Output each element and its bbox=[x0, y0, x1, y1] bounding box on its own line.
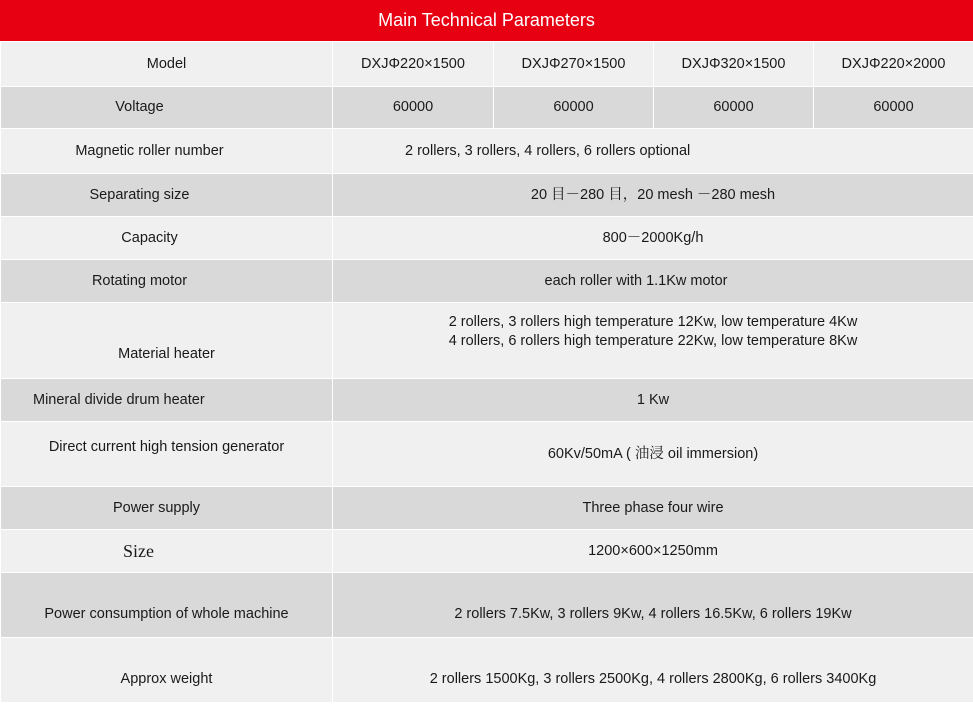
table-row-voltage bbox=[1, 87, 973, 129]
row-label-size: Size bbox=[1, 530, 333, 573]
material-heater-line-1: 2 rollers, 3 rollers high temperature 12Kw, low temperature 4Kw bbox=[448, 314, 858, 330]
row-label-model: Model bbox=[1, 42, 333, 87]
table-row-separating-size bbox=[1, 174, 973, 217]
row-label-capacity: Capacity bbox=[1, 217, 333, 260]
material-heater-value bbox=[333, 303, 973, 379]
roller-number-value: 2 rollers, 3 rollers, 4 rollers, 6 rollers optional bbox=[333, 129, 973, 174]
row-label-roller-number: Magnetic roller number bbox=[1, 129, 333, 174]
table-row-rotating-motor bbox=[1, 260, 973, 303]
row-label-separating-size: Separating size bbox=[1, 174, 333, 217]
model-cell-4: DXJΦ220×2000 bbox=[814, 42, 973, 87]
row-label-power-supply: Power supply bbox=[1, 487, 333, 530]
table-row-power-consumption bbox=[1, 573, 973, 638]
row-label-voltage: Voltage bbox=[1, 87, 333, 129]
power-supply-value: Three phase four wire bbox=[333, 487, 973, 530]
voltage-cell-4: 60000 bbox=[814, 87, 973, 129]
table-row-model bbox=[1, 42, 973, 87]
table-row-power-supply bbox=[1, 487, 973, 530]
row-label-generator: Direct current high tension generator bbox=[1, 422, 333, 487]
size-value: 1200×600×1250mm bbox=[333, 530, 973, 573]
table-row-generator bbox=[1, 422, 973, 487]
row-label-drum-heater: Mineral divide drum heater bbox=[1, 379, 333, 422]
row-label-weight: Approx weight bbox=[1, 638, 333, 703]
row-label-material-heater: Material heater bbox=[1, 303, 333, 379]
model-cell-1: DXJΦ220×1500 bbox=[333, 42, 494, 87]
table-row-size bbox=[1, 530, 973, 573]
generator-value: 60Kv/50mA ( 油浸 oil immersion) bbox=[333, 422, 973, 487]
capacity-value: 800－2000Kg/h bbox=[333, 217, 973, 260]
rotating-motor-value: each roller with 1.1Kw motor bbox=[333, 260, 973, 303]
table-title: Main Technical Parameters bbox=[0, 0, 973, 41]
table-row-roller-number bbox=[1, 129, 973, 174]
drum-heater-value: 1 Kw bbox=[333, 379, 973, 422]
table-row-material-heater bbox=[1, 303, 973, 379]
row-label-rotating-motor: Rotating motor bbox=[1, 260, 333, 303]
voltage-cell-1: 60000 bbox=[333, 87, 494, 129]
table-row-drum-heater bbox=[1, 379, 973, 422]
voltage-cell-2: 60000 bbox=[494, 87, 654, 129]
weight-value: 2 rollers 1500Kg, 3 rollers 2500Kg, 4 rollers 2800Kg, 6 rollers 3400Kg bbox=[333, 638, 973, 703]
separating-size-value: 20 目－280 目，20 mesh －280 mesh bbox=[333, 174, 973, 217]
row-label-power-consumption: Power consumption of whole machine bbox=[1, 573, 333, 638]
power-consumption-value: 2 rollers 7.5Kw, 3 rollers 9Kw, 4 rollers 16.5Kw, 6 rollers 19Kw bbox=[333, 573, 973, 638]
table-row-weight bbox=[1, 638, 973, 703]
voltage-cell-3: 60000 bbox=[654, 87, 814, 129]
material-heater-line-2: 4 rollers, 6 rollers high temperature 22Kw, low temperature 8Kw bbox=[448, 333, 858, 349]
model-cell-2: DXJΦ270×1500 bbox=[494, 42, 654, 87]
model-cell-3: DXJΦ320×1500 bbox=[654, 42, 814, 87]
parameters-table bbox=[0, 41, 973, 703]
table-row-capacity bbox=[1, 217, 973, 260]
